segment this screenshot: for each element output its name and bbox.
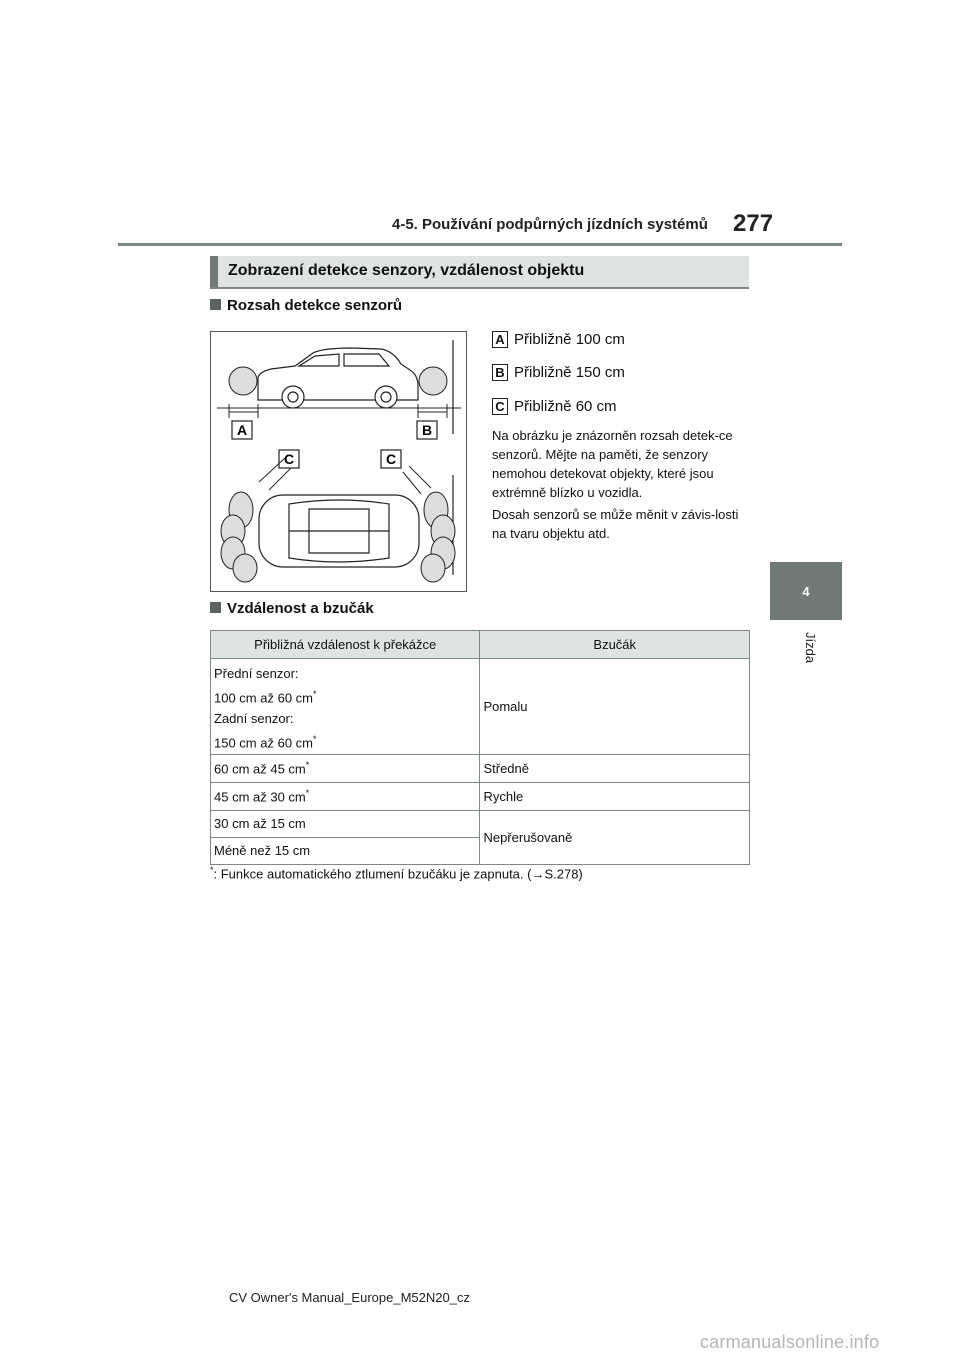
- table-cell-distance: 30 cm až 15 cm: [211, 810, 480, 837]
- note-paragraph: Na obrázku je znázorněn rozsah detek-ce senzorů. Mějte na paměti, že senzory nemohou detekovat objekty, které jsou extrémně blízko u vozidla.: [492, 428, 733, 500]
- table-cell-distance: 60 cm až 45 cm*: [211, 754, 480, 782]
- front-sensor-label: Přední senzor:: [214, 666, 299, 681]
- footer-document-name: CV Owner's Manual_Europe_M52N20_cz: [229, 1290, 470, 1305]
- chapter-label: Jízda: [803, 632, 818, 664]
- rear-sensor-range: 150 cm až 60 cm*: [214, 734, 317, 751]
- detection-area-icon: [229, 367, 257, 395]
- buzzer-heading: [210, 600, 374, 617]
- legend-item-a: [492, 331, 625, 348]
- table-header-row: [211, 631, 750, 659]
- label-c-front: C: [284, 451, 295, 467]
- footnote: [210, 865, 583, 881]
- chapter-tab: [770, 562, 842, 620]
- rear-sensor-label: Zadní senzor:: [214, 711, 294, 727]
- buzzer-heading-text: Vzdálenost a bzučák: [227, 600, 374, 617]
- legend-text-c: Přibližně 60 cm: [514, 398, 617, 415]
- table-row: [211, 782, 750, 810]
- front-sensor-range: 100 cm až 60 cm*: [214, 689, 317, 706]
- label-b: B: [422, 422, 433, 438]
- column-header-buzzer: Bzučák: [480, 631, 750, 659]
- chapter-number: 4: [802, 583, 810, 599]
- legend-key-c: C: [492, 398, 508, 415]
- column-header-distance: Přibližná vzdálenost k překážce: [211, 631, 480, 659]
- sensor-range-illustration: [211, 332, 466, 591]
- watermark: carmanualsonline.info: [700, 1332, 880, 1352]
- table-row: [211, 659, 750, 755]
- section-title-box: [210, 256, 749, 289]
- legend-text-a: Přibližně 100 cm: [514, 331, 625, 348]
- table-cell-buzzer: Středně: [480, 754, 750, 782]
- page-number: 277: [733, 210, 774, 237]
- sensor-range-diagram: [210, 331, 467, 592]
- section-title: Zobrazení detekce senzory, vzdálenost objektu: [228, 262, 585, 279]
- note-paragraph: Dosah senzorů se může měnit v závis-losti na tvaru objektu atd.: [492, 507, 739, 541]
- table-cell-buzzer: Pomalu: [480, 659, 750, 755]
- table-cell-distance: [211, 659, 480, 755]
- legend-key-b: B: [492, 364, 508, 381]
- footnote-text: : Funkce automatického ztlumení bzučáku je zapnuta. (→S.278): [213, 866, 583, 882]
- detection-range-heading-text: Rozsah detekce senzorů: [227, 297, 403, 314]
- table-row: [211, 754, 750, 782]
- table-cell-distance: Méně než 15 cm: [211, 837, 480, 864]
- label-c-rear: C: [386, 451, 397, 467]
- square-bullet-icon: [210, 602, 221, 613]
- table-cell-distance: 45 cm až 30 cm*: [211, 782, 480, 810]
- detection-area-icon: [419, 367, 447, 395]
- header-section-title: 4-5. Používání podpůrných jízdních systémů: [392, 216, 708, 233]
- header-divider: [118, 243, 842, 246]
- table-row: [211, 810, 750, 837]
- legend-text-b: Přibližně 150 cm: [514, 364, 625, 381]
- car-top-view-icon: [259, 495, 419, 567]
- car-side-view-icon: [258, 348, 418, 408]
- square-bullet-icon: [210, 299, 221, 310]
- detection-range-heading: [210, 297, 402, 314]
- distance-buzzer-table: [210, 630, 750, 865]
- section-title-bar: [210, 256, 218, 287]
- table-cell-buzzer: Nepřerušovaně: [480, 810, 750, 864]
- legend-item-c: [492, 398, 617, 415]
- label-a: A: [237, 422, 248, 438]
- table-cell-buzzer: Rychle: [480, 782, 750, 810]
- legend-item-b: [492, 364, 625, 381]
- footnote-asterisk: *: [210, 865, 214, 875]
- legend-key-a: A: [492, 331, 508, 348]
